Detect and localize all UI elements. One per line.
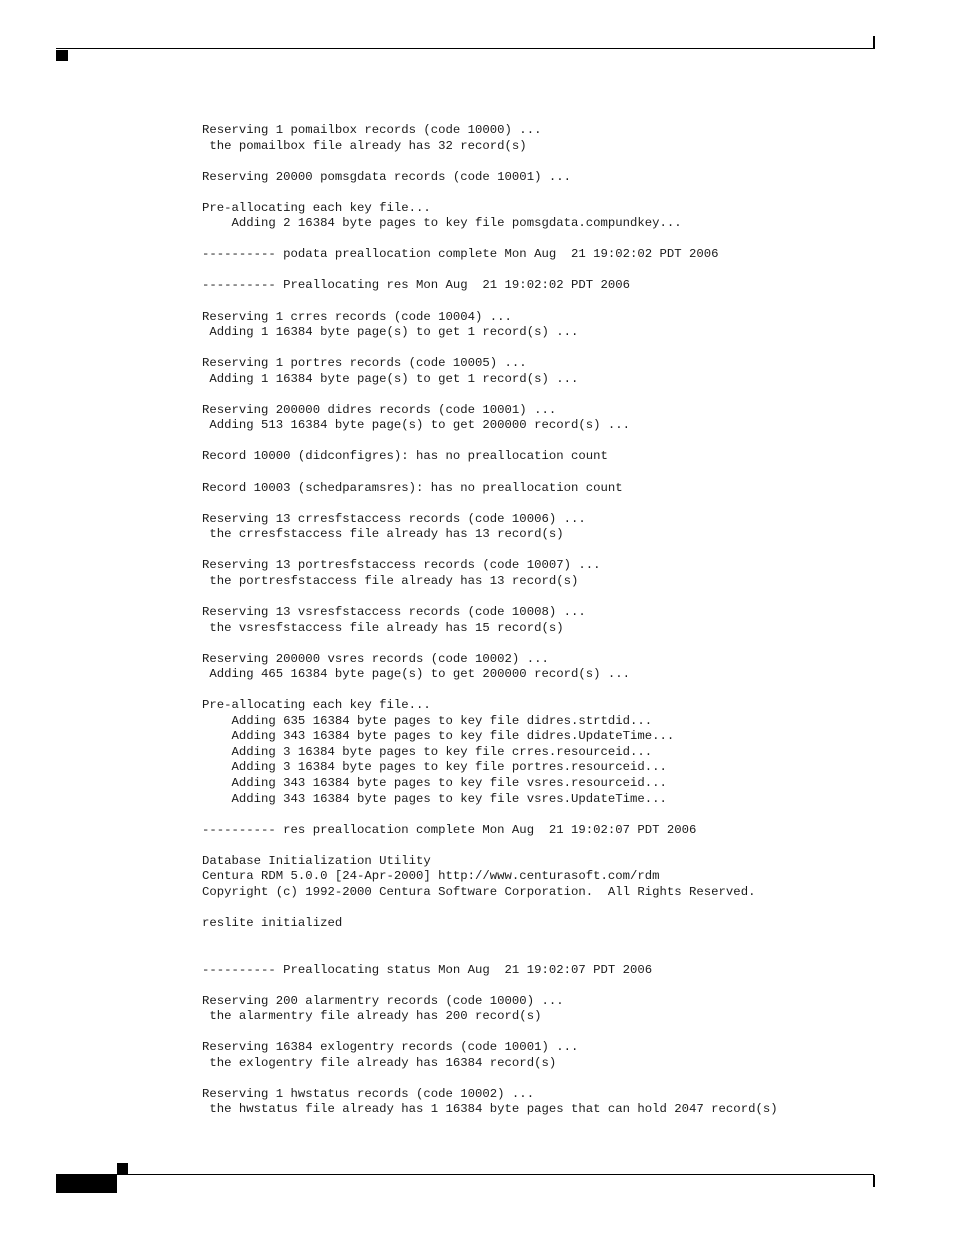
listing-line [202, 341, 778, 357]
listing-line: Reserving 1 crres records (code 10004) ... [202, 309, 512, 324]
listing-line: Copyright (c) 1992-2000 Centura Software Corporation. All Rights Reserved. [202, 884, 756, 899]
listing-line [202, 900, 778, 916]
listing-line [202, 683, 778, 699]
listing-line [202, 263, 778, 279]
listing-line [202, 465, 778, 481]
listing-line [202, 931, 778, 947]
listing-line: Reserving 1 hwstatus records (code 10002) ... [202, 1086, 535, 1101]
listing-line [202, 185, 778, 201]
listing-line: ---------- Preallocating status Mon Aug 21 19:02:07 PDT 2006 [202, 962, 653, 977]
listing-line [202, 1071, 778, 1087]
header-corner-tick [873, 36, 875, 49]
listing-line: Centura RDM 5.0.0 [24-Apr-2000] http://www.centurasoft.com/rdm [202, 869, 660, 884]
listing-line: Adding 465 16384 byte page(s) to get 200000 record(s) ... [202, 667, 631, 682]
listing-line [202, 294, 778, 310]
footer-page-tab [56, 1175, 117, 1193]
header-rule [56, 48, 874, 49]
listing-line: Adding 343 16384 byte pages to key file vsres.resourceid... [202, 775, 667, 790]
console-output-listing [202, 123, 778, 1118]
listing-line: Database Initialization Utility [202, 853, 431, 868]
listing-line [202, 496, 778, 512]
listing-line: the exlogentry file already has 16384 record(s) [202, 1055, 557, 1070]
listing-line: Adding 1 16384 byte page(s) to get 1 record(s) ... [202, 325, 579, 340]
listing-line: reslite initialized [202, 915, 343, 930]
listing-line: Reserving 16384 exlogentry records (code 10001) ... [202, 1040, 579, 1055]
listing-line [202, 838, 778, 854]
listing-line: the portresfstaccess file already has 13 record(s) [202, 573, 579, 588]
listing-line: Reserving 200000 vsres records (code 10002) ... [202, 651, 549, 666]
listing-line: Reserving 13 vsresfstaccess records (code 10008) ... [202, 604, 586, 619]
listing-line [202, 807, 778, 823]
listing-line: ---------- Preallocating res Mon Aug 21 19:02:02 PDT 2006 [202, 278, 631, 293]
listing-line: Reserving 1 portres records (code 10005) ... [202, 356, 527, 371]
listing-line: Pre-allocating each key file... [202, 200, 431, 215]
listing-line: Reserving 13 portresfstaccess records (code 10007) ... [202, 558, 601, 573]
listing-line: Adding 1 16384 byte page(s) to get 1 record(s) ... [202, 371, 579, 386]
listing-line: Adding 513 16384 byte page(s) to get 200000 record(s) ... [202, 418, 631, 433]
listing-line: Reserving 200000 didres records (code 10001) ... [202, 402, 557, 417]
footer-rule [56, 1174, 874, 1175]
listing-line: Record 10003 (schedparamsres): has no preallocation count [202, 480, 623, 495]
listing-line: Adding 343 16384 byte pages to key file didres.UpdateTime... [202, 729, 675, 744]
listing-line: Adding 3 16384 byte pages to key file portres.resourceid... [202, 760, 667, 775]
listing-line [202, 589, 778, 605]
listing-line: ---------- res preallocation complete Mon Aug 21 19:02:07 PDT 2006 [202, 822, 697, 837]
header-marker-square [56, 50, 68, 61]
listing-line: Reserving 1 pomailbox records (code 10000) ... [202, 123, 542, 137]
listing-line [202, 434, 778, 450]
listing-line: Record 10000 (didconfigres): has no preallocation count [202, 449, 608, 464]
listing-line: Adding 2 16384 byte pages to key file pomsgdata.compundkey... [202, 216, 682, 231]
listing-line: the vsresfstaccess file already has 15 record(s) [202, 620, 564, 635]
footer-marker-square [117, 1163, 128, 1174]
listing-line [202, 232, 778, 248]
listing-line: Reserving 200 alarmentry records (code 10000) ... [202, 993, 564, 1008]
listing-line: ---------- podata preallocation complete Mon Aug 21 19:02:02 PDT 2006 [202, 247, 719, 262]
listing-line [202, 387, 778, 403]
listing-line: the pomailbox file already has 32 record(s) [202, 138, 527, 153]
listing-line [202, 947, 778, 963]
listing-line: Adding 3 16384 byte pages to key file crres.resourceid... [202, 744, 653, 759]
listing-line [202, 154, 778, 170]
listing-line [202, 978, 778, 994]
listing-line [202, 636, 778, 652]
listing-line: Reserving 13 crresfstaccess records (code 10006) ... [202, 511, 586, 526]
footer-corner-tick [873, 1175, 875, 1187]
listing-line [202, 1025, 778, 1041]
listing-line: the hwstatus file already has 1 16384 byte pages that can hold 2047 record(s) [202, 1102, 778, 1117]
listing-line: Adding 343 16384 byte pages to key file vsres.UpdateTime... [202, 791, 667, 806]
listing-line: the alarmentry file already has 200 record(s) [202, 1009, 542, 1024]
listing-line: the crresfstaccess file already has 13 record(s) [202, 527, 564, 542]
listing-line: Reserving 20000 pomsgdata records (code 10001) ... [202, 169, 571, 184]
listing-line: Adding 635 16384 byte pages to key file didres.strtdid... [202, 713, 653, 728]
listing-line [202, 543, 778, 559]
listing-line: Pre-allocating each key file... [202, 698, 431, 713]
